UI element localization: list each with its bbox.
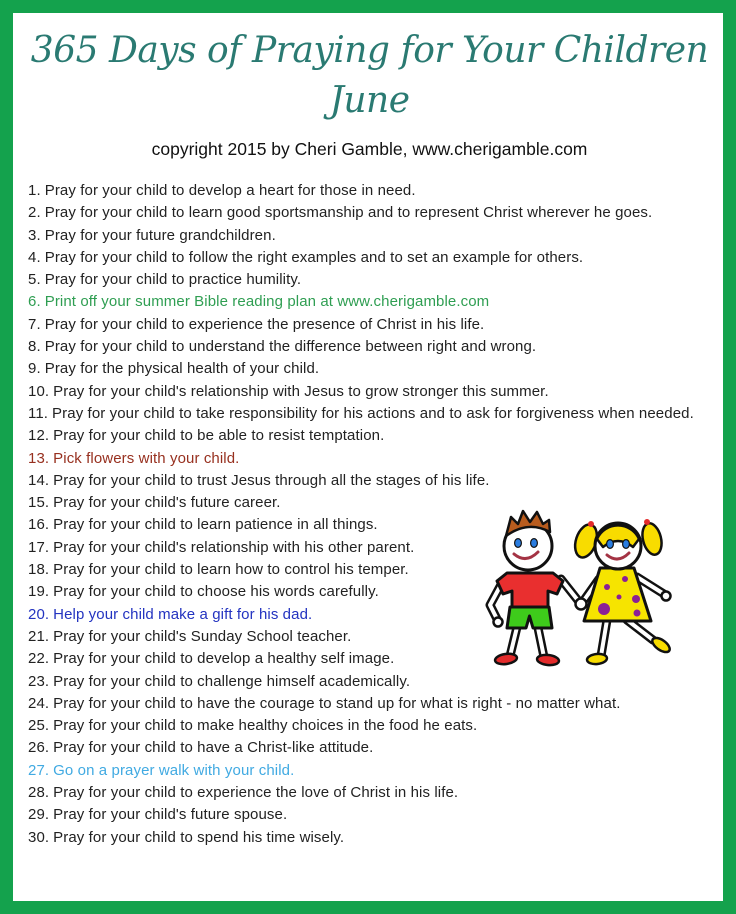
list-item-text: Pray for your child to practice humility. xyxy=(44,271,302,289)
list-item-text: Pray for your child to learn patience in all things. xyxy=(53,516,378,534)
list-item-number: 25. xyxy=(28,717,50,735)
list-item-text: Pick flowers with your child. xyxy=(53,449,240,467)
list-item-text: Pray for your child to experience the presence of Christ in his life. xyxy=(44,315,485,333)
list-item-text: Pray for your child to follow the right examples and to set an example for others. xyxy=(44,248,584,266)
list-item-number: 21. xyxy=(28,627,50,645)
list-item-text: Pray for your child to have the courage to stand up for what is right - no matter what. xyxy=(53,694,621,712)
list-item-number: 30. xyxy=(28,828,50,846)
list-item xyxy=(28,336,711,358)
list-item-text: Pray for your child's future spouse. xyxy=(53,806,288,824)
list-item-text: Pray for your child to learn how to control his temper. xyxy=(53,561,409,579)
list-item-text: Pray for your child to learn good sportsmanship and to represent Christ wherever he goes. xyxy=(44,204,653,222)
list-item xyxy=(28,804,711,826)
list-item-number: 8. xyxy=(28,338,41,356)
list-item xyxy=(28,381,711,403)
list-item-text: Pray for your child to develop a healthy self image. xyxy=(53,650,395,668)
list-item-text: Pray for your child to spend his time wisely. xyxy=(53,828,345,846)
list-item-number: 22. xyxy=(28,650,50,668)
list-item xyxy=(28,448,711,470)
list-item xyxy=(28,693,711,715)
boy-figure xyxy=(490,511,580,666)
list-item-text: Pray for your child to develop a heart for those in need. xyxy=(44,182,416,199)
copyright-line: copyright 2015 by Cheri Gamble, www.cherigamble.com xyxy=(151,139,588,159)
list-item-text: Pray for your child's future career. xyxy=(53,494,281,512)
list-item-number: 3. xyxy=(28,226,41,244)
list-item-text: Pray for your child's relationship with Jesus to grow stronger this summer. xyxy=(53,382,549,400)
list-item xyxy=(28,225,711,247)
list-item-text: Pray for your child's Sunday School teacher. xyxy=(53,627,352,645)
list-item xyxy=(28,358,711,380)
boy-and-girl-holding-hands-clipart xyxy=(485,507,690,667)
list-item-text: Print off your summer Bible reading plan at www.cherigamble.com xyxy=(44,293,490,311)
list-item-number: 6. xyxy=(28,293,41,311)
list-item xyxy=(28,470,711,492)
joined-hands xyxy=(576,599,587,610)
list-item-text: Help your child make a gift for his dad. xyxy=(53,605,313,623)
list-item-number: 16. xyxy=(28,516,50,534)
list-item-text: Pray for your future grandchildren. xyxy=(44,226,276,244)
page-title: 365 Days of Praying for Your Children xyxy=(30,30,709,71)
list-item xyxy=(28,314,711,336)
list-item-number: 10. xyxy=(28,382,50,400)
list-item-number: 1. xyxy=(28,182,41,199)
list-item-text: Pray for your child to make healthy choices in the food he eats. xyxy=(53,717,478,735)
list-item-number: 4. xyxy=(28,248,41,266)
list-item-number: 19. xyxy=(28,583,50,601)
list-item-number: 14. xyxy=(28,471,50,489)
list-item-number: 27. xyxy=(28,761,50,779)
list-item-text: Pray for your child to choose his words carefully. xyxy=(53,583,379,601)
list-item-text: Pray for the physical health of your child. xyxy=(44,360,320,378)
list-item xyxy=(28,715,711,737)
list-item xyxy=(28,760,711,782)
list-item-text: Pray for your child to take responsibility for his actions and to ask for forgiveness when needed. xyxy=(52,404,694,422)
list-item-text: Go on a prayer walk with your child. xyxy=(53,761,295,779)
list-item xyxy=(28,291,711,313)
list-item xyxy=(28,827,711,849)
list-item xyxy=(28,269,711,291)
list-item xyxy=(28,782,711,804)
list-item xyxy=(28,425,711,447)
list-item xyxy=(28,247,711,269)
girl-figure xyxy=(571,519,672,665)
list-item-number: 23. xyxy=(28,672,50,690)
list-item-number: 18. xyxy=(28,561,50,579)
list-item-number: 20. xyxy=(28,605,50,623)
list-item xyxy=(28,202,711,224)
list-item-number: 29. xyxy=(28,806,50,824)
list-item xyxy=(28,737,711,759)
list-item-number: 13. xyxy=(28,449,50,467)
list-item-number: 28. xyxy=(28,784,50,802)
list-item-number: 24. xyxy=(28,694,50,712)
list-item-number: 7. xyxy=(28,315,41,333)
list-item-text: Pray for your child to be able to resist temptation. xyxy=(53,427,385,445)
list-item-text: Pray for your child to understand the difference between right and wrong. xyxy=(44,338,537,356)
list-item xyxy=(28,671,711,693)
list-item-text: Pray for your child's relationship with his other parent. xyxy=(53,538,415,556)
list-item-text: Pray for your child to have a Christ-like attitude. xyxy=(53,739,374,757)
list-item-text: Pray for your child to challenge himself academically. xyxy=(53,672,411,690)
list-item-number: 15. xyxy=(28,494,50,512)
list-item-number: 11. xyxy=(28,404,49,422)
page-subtitle-month: June xyxy=(329,80,410,121)
list-item-number: 17. xyxy=(28,538,50,556)
list-item-text: Pray for your child to experience the love of Christ in his life. xyxy=(53,784,459,802)
list-item-number: 9. xyxy=(28,360,41,378)
list-item-number: 12. xyxy=(28,427,50,445)
list-item-number: 26. xyxy=(28,739,50,757)
list-item xyxy=(28,403,711,425)
list-item-number: 5. xyxy=(28,271,41,289)
list-item xyxy=(28,180,711,202)
list-item-number: 2. xyxy=(28,204,41,222)
list-item-text: Pray for your child to trust Jesus through all the stages of his life. xyxy=(53,471,490,489)
